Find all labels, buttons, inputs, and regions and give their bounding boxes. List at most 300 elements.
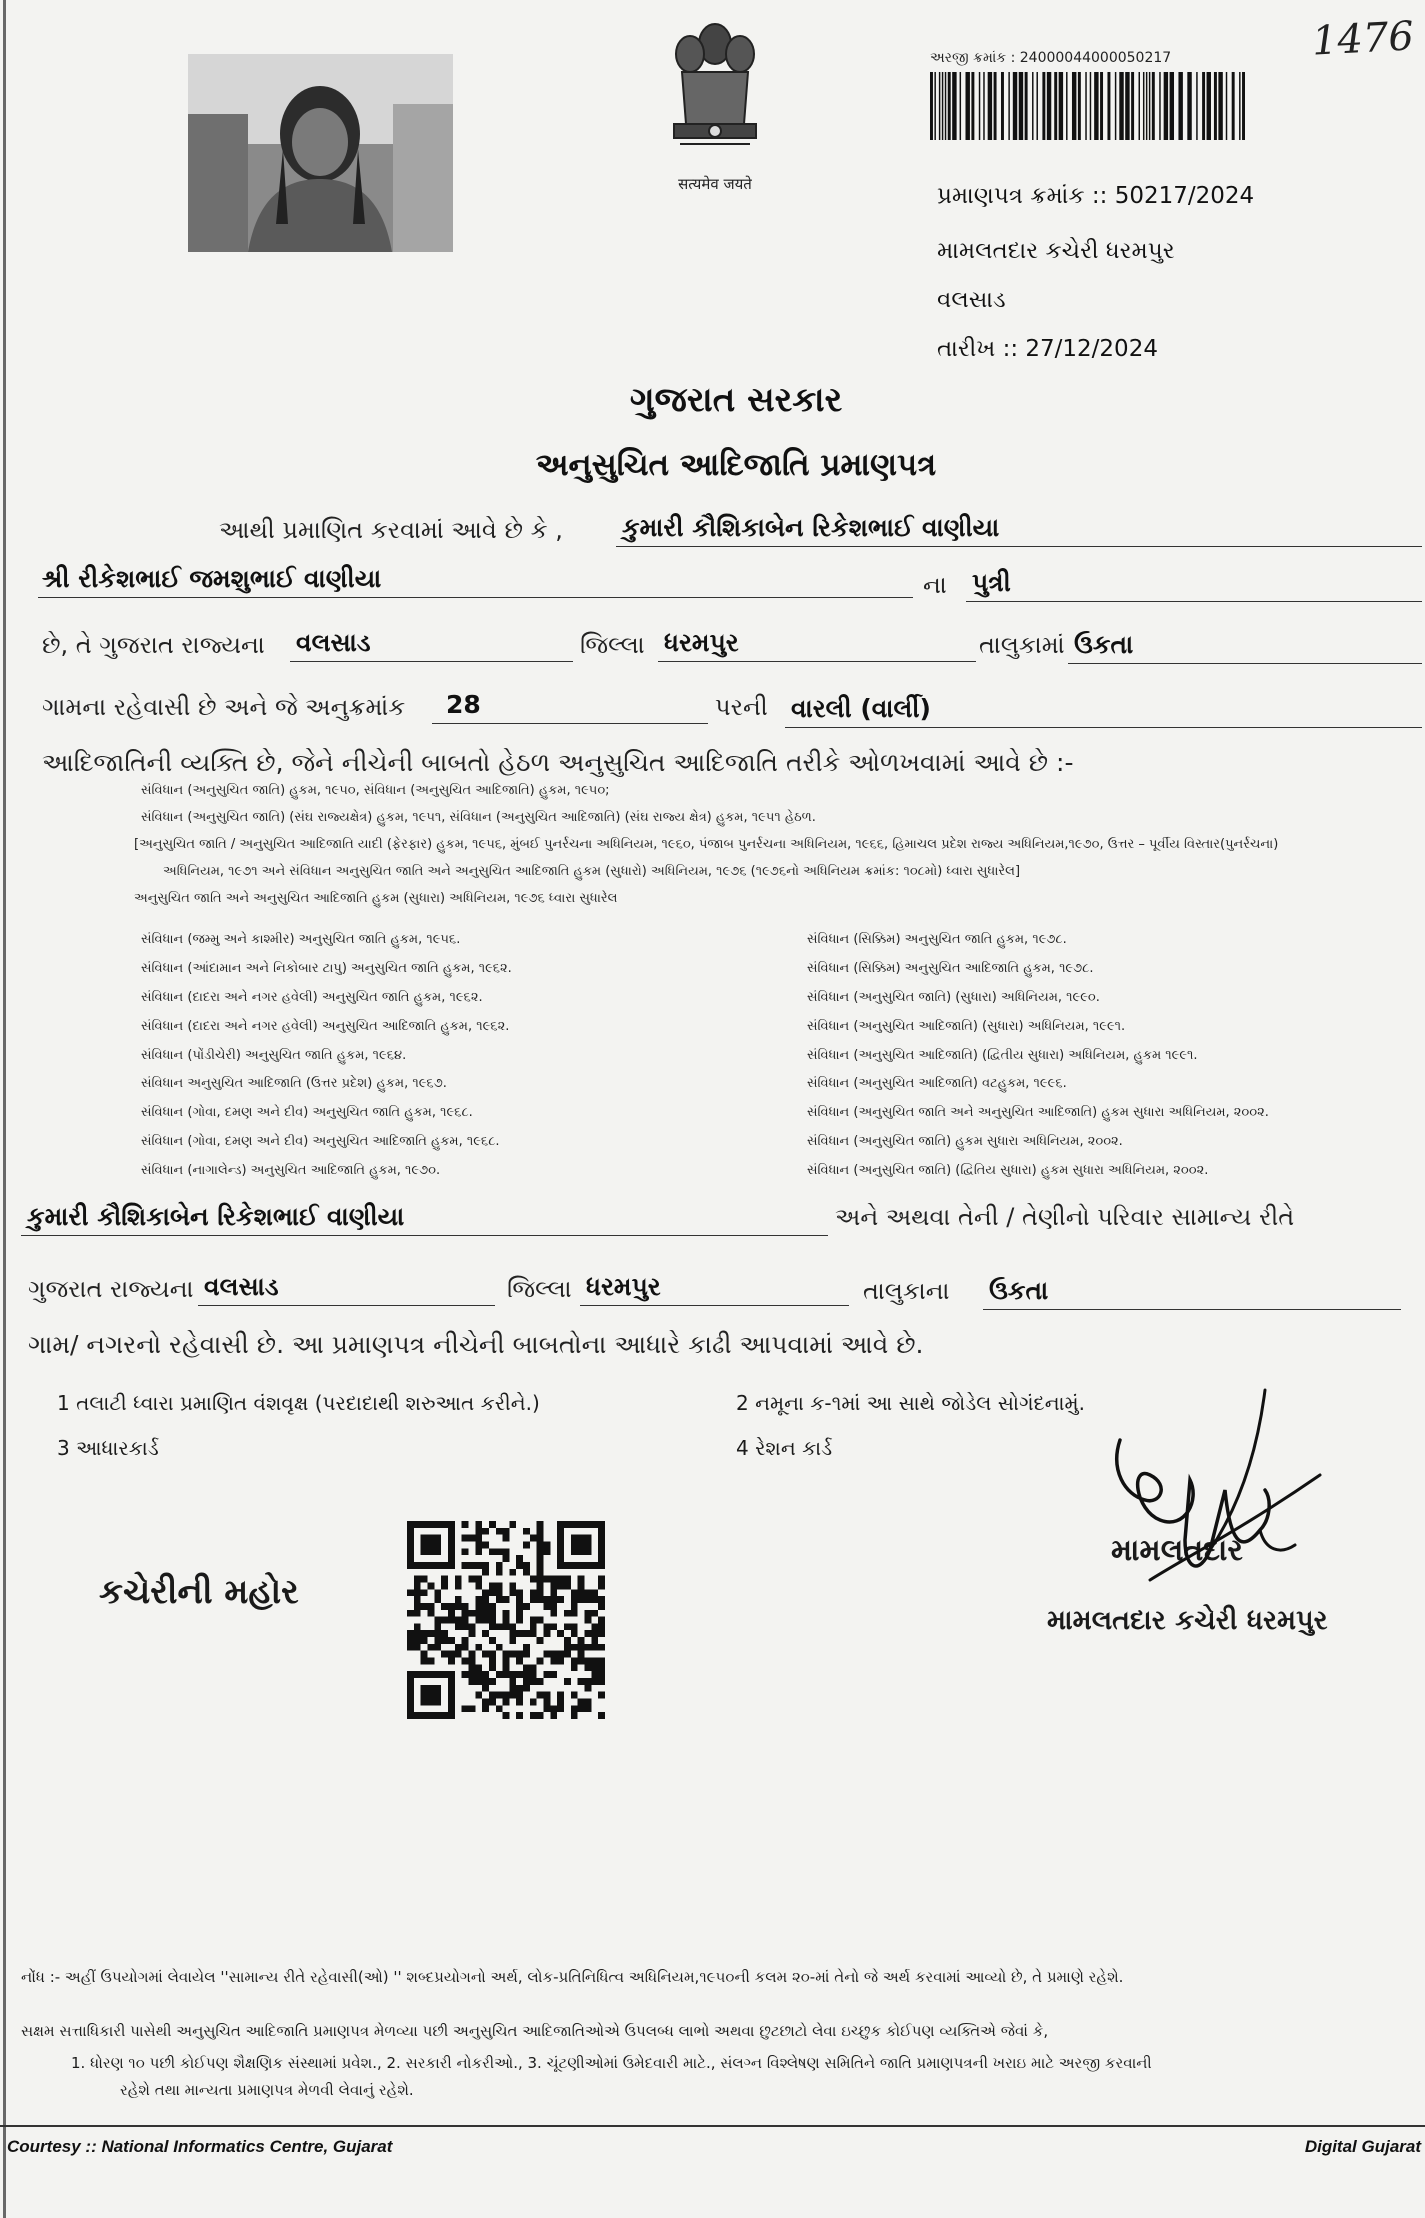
qr-module xyxy=(530,1623,537,1630)
qr-module xyxy=(462,1658,469,1665)
qr-module xyxy=(503,1535,510,1542)
qr-module xyxy=(557,1692,564,1699)
qr-module xyxy=(434,1623,441,1630)
order-item: સંવિધાન (અનુસુચિત જાતિ અને અનુસુચિત આદિજાતિ) હુકમ સુધારા અધિનિયમ, ૨૦૦૨. xyxy=(807,1105,1269,1120)
eligibility-items: 1. ધોરણ ૧૦ પછી કોઈપણ શૈક્ષણિક સંસ્થામાં પ્રવેશ., 2. સરકારી નોકરીઓ., 3. ચૂંટણીઓમાં ઉમેદવારી માટે., સંલગ્ન વિશ્લેષણ સમિતિને જાતિ પ્રમાણપત્રની ખરાઇ માટે અરજી કરવાની xyxy=(71,2054,1152,2072)
qr-module xyxy=(591,1630,598,1637)
qr-module xyxy=(482,1610,489,1617)
application-number-label: અરજી ક્રમાંક : xyxy=(930,50,1016,66)
qr-module xyxy=(468,1623,475,1630)
qr-module xyxy=(421,1603,428,1610)
order-item: સંવિધાન (નાગાલેન્ડ) અનુસુચિત આદિજાતિ હુકમ, ૧૯૭૦. xyxy=(141,1163,441,1178)
qr-module xyxy=(537,1582,544,1589)
qr-module xyxy=(496,1692,503,1699)
qr-module xyxy=(441,1637,448,1644)
qr-module xyxy=(434,1644,441,1651)
order-item: સંવિધાન અનુસુચિત આદિજાતિ (ઉત્તર પ્રદેશ) હુકમ, ૧૯૬૭. xyxy=(141,1076,447,1091)
qr-module xyxy=(407,1630,414,1637)
qr-module xyxy=(537,1548,544,1555)
order-item: સંવિધાન (જમ્મુ અને કાશ્મીર) અનુસુચિત જાતિ હુકમ, ૧૯૫૬. xyxy=(141,932,461,947)
qr-module xyxy=(537,1535,544,1542)
qr-module xyxy=(482,1589,489,1596)
barcode-bar xyxy=(1078,72,1081,140)
qr-module xyxy=(598,1617,605,1624)
qr-module xyxy=(564,1576,571,1583)
qr-module xyxy=(598,1692,605,1699)
qr-module xyxy=(530,1671,537,1678)
district-label: જિલ્લા xyxy=(580,631,645,659)
qr-module xyxy=(496,1562,503,1569)
qr-module xyxy=(544,1576,551,1583)
qr-module xyxy=(414,1576,421,1583)
qr-module xyxy=(598,1582,605,1589)
qr-module xyxy=(503,1664,510,1671)
qr-module xyxy=(489,1678,496,1685)
qr-module xyxy=(550,1658,557,1665)
qr-module xyxy=(441,1630,448,1637)
qr-module xyxy=(557,1705,564,1712)
qr-finder-core xyxy=(421,1535,441,1555)
qr-module xyxy=(516,1699,523,1706)
qr-module xyxy=(421,1589,428,1596)
basis-text: ગામ/ નગરનો રહેવાસી છે. આ પ્રમાણપત્ર નીચેની બાબતોના આધારે કાઢી આપવામાં આવે છે. xyxy=(28,1330,924,1359)
qr-module xyxy=(591,1644,598,1651)
qr-module xyxy=(537,1617,544,1624)
qr-module xyxy=(503,1692,510,1699)
barcode-bar xyxy=(1107,72,1110,140)
qr-module xyxy=(585,1678,592,1685)
qr-module xyxy=(475,1596,482,1603)
qr-module xyxy=(414,1589,421,1596)
qr-module xyxy=(578,1596,585,1603)
qr-module xyxy=(496,1582,503,1589)
qr-module xyxy=(503,1658,510,1665)
qr-module xyxy=(414,1603,421,1610)
qr-module xyxy=(475,1562,482,1569)
qr-module xyxy=(571,1664,578,1671)
qr-module xyxy=(503,1596,510,1603)
qr-module xyxy=(468,1658,475,1665)
barcode-bar xyxy=(1047,72,1051,140)
qr-module xyxy=(537,1562,544,1569)
qr-module xyxy=(537,1555,544,1562)
qr-module xyxy=(550,1576,557,1583)
qr-module xyxy=(598,1678,605,1685)
qr-module xyxy=(509,1623,516,1630)
qr-module xyxy=(509,1582,516,1589)
qr-module xyxy=(537,1589,544,1596)
qr-module xyxy=(421,1637,428,1644)
qr-module xyxy=(530,1596,537,1603)
qr-module xyxy=(578,1582,585,1589)
qr-module xyxy=(550,1589,557,1596)
barcode-bar xyxy=(1139,72,1140,140)
residence-taluka-label: તાલુકાના xyxy=(863,1277,950,1305)
qr-module xyxy=(462,1521,469,1528)
qr-module xyxy=(482,1651,489,1658)
qr-module xyxy=(421,1630,428,1637)
qr-module xyxy=(537,1528,544,1535)
signature xyxy=(1090,1380,1330,1610)
qr-module xyxy=(537,1712,544,1719)
order-item: સંવિધાન (અનુસુચિત આદિજાતિ) (દ્વિતીય સુધારા) અધિનિયમ, હુકમ ૧૯૯૧. xyxy=(807,1048,1198,1063)
qr-module xyxy=(544,1692,551,1699)
at-label: પરની xyxy=(715,693,768,721)
qr-module xyxy=(550,1603,557,1610)
qr-module xyxy=(475,1617,482,1624)
qr-module xyxy=(544,1671,551,1678)
qr-module xyxy=(585,1596,592,1603)
serial-number-field: 28 xyxy=(432,688,708,724)
tribe-field: વારલી (વાર્લી) xyxy=(785,692,1422,728)
note-text: નોંધ :- અહીં ઉપયોગમાં લેવાયેલ ''સામાન્ય રીતે રહેવાસી(ઓ) '' શબ્દપ્રયોગનો અર્થ, લોક-પ્રતિનિધિત્વ અધિનિયમ,૧૯૫૦ની કલમ ૨૦-માં તેનો જે અર્થ કરવામાં આવ્યો છે, તે પ્રમાણે રહેશે. xyxy=(21,1968,1124,1986)
document-item: 2 નમૂના ક-૧માં આ સાથે જોડેલ સોગંદનામું. xyxy=(736,1391,1086,1415)
recognised-text: આદિજાતિની વ્યક્તિ છે, જેને નીચેની બાબતો હેઠળ અનુસુચિત આદિજાતિ તરીકે ઓળખવામાં આવે છે :- xyxy=(42,748,1074,777)
order-item: સંવિધાન (અનુસુચિત જાતિ) (સુધારા) અધિનિયમ, ૧૯૯૦. xyxy=(807,990,1100,1005)
qr-module xyxy=(550,1712,557,1719)
qr-module xyxy=(530,1712,537,1719)
barcode-bar xyxy=(971,72,974,140)
qr-module xyxy=(434,1637,441,1644)
qr-module xyxy=(557,1651,564,1658)
qr-module xyxy=(441,1617,448,1624)
qr-module xyxy=(475,1692,482,1699)
qr-module xyxy=(441,1576,448,1583)
qr-module xyxy=(468,1535,475,1542)
qr-module xyxy=(578,1658,585,1665)
qr-module xyxy=(557,1596,564,1603)
qr-module xyxy=(564,1610,571,1617)
qr-module xyxy=(462,1623,469,1630)
qr-module xyxy=(516,1658,523,1665)
barcode-bar xyxy=(1072,72,1076,140)
qr-module xyxy=(489,1692,496,1699)
barcode-bar xyxy=(945,72,946,140)
qr-module xyxy=(421,1651,428,1658)
qr-module xyxy=(591,1637,598,1644)
document-item: 1 તલાટી ધ્વારા પ્રમાણિત વંશવૃક્ષ (પરદાદાથી શરુઆત કરીને.) xyxy=(57,1391,540,1415)
signatory-designation: મામલતદાર xyxy=(1111,1533,1243,1568)
qr-module xyxy=(462,1535,469,1542)
barcode-bar xyxy=(1090,72,1091,140)
qr-module xyxy=(530,1699,537,1706)
qr-module xyxy=(455,1576,462,1583)
qr-module xyxy=(407,1610,414,1617)
qr-module xyxy=(578,1699,585,1706)
certificate-title: અનુસુચિત આદિજાતિ પ્રમાણપત્ર xyxy=(535,447,937,483)
qr-module xyxy=(496,1671,503,1678)
qr-module xyxy=(564,1651,571,1658)
eligibility-text: સક્ષમ સત્તાધિકારી પાસેથી અનુસુચિત આદિજાતિ પ્રમાણપત્ર મેળવ્યા પછી અનુસુચિત આદિજાતિઓએ ઉપલબ્ધ લાભો અથવા છુટછાટો લેવા ઇચ્છુક કોઈપણ વ્યક્તિએ જેવાં કે, xyxy=(21,2022,1049,2040)
qr-module xyxy=(598,1596,605,1603)
qr-module xyxy=(591,1671,598,1678)
order-item: સંવિધાન (ગોવા, દમણ અને દીવ) અનુસુચિત આદિજાતિ હુકમ, ૧૯૬૮. xyxy=(141,1134,500,1149)
qr-module xyxy=(475,1678,482,1685)
barcode-bar xyxy=(1170,72,1174,140)
barcode-bar xyxy=(1013,72,1017,140)
qr-module xyxy=(585,1705,592,1712)
qr-module xyxy=(475,1548,482,1555)
order-item: સંવિધાન (પોંડીચેરી) અનુસુચિત જાતિ હુકમ, ૧૯૬૪. xyxy=(141,1048,407,1063)
qr-module xyxy=(455,1651,462,1658)
qr-module xyxy=(489,1521,496,1528)
qr-module xyxy=(591,1596,598,1603)
issue-date-value: 27/12/2024 xyxy=(1025,336,1158,362)
barcode-bar xyxy=(952,72,956,140)
qr-module xyxy=(591,1678,598,1685)
qr-module xyxy=(475,1664,482,1671)
qr-module xyxy=(571,1644,578,1651)
qr-module xyxy=(462,1603,469,1610)
qr-module xyxy=(516,1555,523,1562)
qr-module xyxy=(427,1610,434,1617)
qr-module xyxy=(475,1603,482,1610)
qr-module xyxy=(448,1637,455,1644)
qr-finder-core xyxy=(421,1685,441,1705)
qr-module xyxy=(516,1562,523,1569)
qr-module xyxy=(516,1589,523,1596)
qr-module xyxy=(407,1589,414,1596)
qr-module xyxy=(489,1548,496,1555)
qr-module xyxy=(455,1617,462,1624)
qr-module xyxy=(564,1678,571,1685)
qr-module xyxy=(455,1596,462,1603)
barcode-bar xyxy=(1032,72,1033,140)
qr-module xyxy=(448,1603,455,1610)
barcode-bar xyxy=(1239,72,1240,140)
qr-module xyxy=(564,1582,571,1589)
qr-module xyxy=(598,1671,605,1678)
qr-module xyxy=(475,1541,482,1548)
qr-module xyxy=(489,1623,496,1630)
qr-module xyxy=(462,1644,469,1651)
barcode-bar xyxy=(942,72,943,140)
qr-module xyxy=(585,1589,592,1596)
qr-module xyxy=(475,1671,482,1678)
order-intro-line: સંવિધાન (અનુસુચિત જાતિ) (સંઘ રાજ્યક્ષેત્ર) હુકમ, ૧૯૫૧, સંવિધાન (અનુસુચિત આદિજાતિ) (સંઘ રાજ્ય ક્ષેત્ર) હુકમ, ૧૯૫૧ હેઠળ. xyxy=(141,810,816,825)
barcode-bar xyxy=(939,72,940,140)
qr-module xyxy=(544,1596,551,1603)
qr-module xyxy=(496,1569,503,1576)
order-item: સંવિધાન (આંદામાન અને નિકોબાર ટાપુ) અનુસુચિત જાતિ હુકમ, ૧૯૬૨. xyxy=(141,961,512,976)
qr-module xyxy=(489,1664,496,1671)
qr-module xyxy=(482,1528,489,1535)
qr-module xyxy=(516,1630,523,1637)
issue-date xyxy=(937,334,1158,364)
barcode-bar xyxy=(1143,72,1144,140)
scan-edge xyxy=(3,0,6,2218)
qr-module xyxy=(462,1705,469,1712)
qr-module xyxy=(503,1617,510,1624)
qr-module xyxy=(578,1678,585,1685)
qr-module xyxy=(509,1678,516,1685)
application-number-value: 24000044000050217 xyxy=(1019,50,1172,66)
barcode-bar xyxy=(1131,72,1134,140)
qr-module xyxy=(482,1671,489,1678)
qr-module xyxy=(557,1576,564,1583)
barcode-bar xyxy=(1066,72,1067,140)
footer-divider xyxy=(0,2125,1425,2127)
barcode-bar xyxy=(1196,72,1197,140)
order-item: સંવિધાન (અનુસુચિત આદિજાતિ) (સુધારા) અધિનિયમ, ૧૯૯૧. xyxy=(807,1019,1126,1034)
qr-module xyxy=(523,1630,530,1637)
qr-module xyxy=(523,1603,530,1610)
barcode-bar xyxy=(1207,72,1211,140)
barcode-bar xyxy=(1042,72,1045,140)
qr-module xyxy=(434,1589,441,1596)
order-item: સંવિધાન (અનુસુચિત જાતિ) હુકમ સુધારા અધિનિયમ, ૨૦૦૨. xyxy=(807,1134,1123,1149)
qr-module xyxy=(516,1651,523,1658)
qr-module xyxy=(468,1671,475,1678)
qr-module xyxy=(496,1623,503,1630)
order-item: સંવિધાન (સિક્કિમ) અનુસુચિત જાતિ હુકમ, ૧૯૭૮. xyxy=(807,932,1067,947)
qr-module xyxy=(489,1658,496,1665)
barcode-bar xyxy=(1100,72,1103,140)
qr-finder-core xyxy=(571,1535,591,1555)
footer-courtesy: Courtesy :: National Informatics Centre, Gujarat xyxy=(7,2137,393,2156)
certificate-number xyxy=(937,181,1254,211)
qr-module xyxy=(585,1699,592,1706)
qr-module xyxy=(544,1623,551,1630)
barcode-bar xyxy=(1152,72,1155,140)
qr-module xyxy=(455,1582,462,1589)
qr-module xyxy=(550,1705,557,1712)
qr-module xyxy=(564,1644,571,1651)
qr-module xyxy=(441,1582,448,1589)
qr-module xyxy=(482,1596,489,1603)
qr-module xyxy=(496,1705,503,1712)
eligibility-items-cont: રહેશે તથા માન્યતા પ્રમાણપત્ર મેળવી લેવાનું રહેશે. xyxy=(120,2081,414,2099)
qr-module xyxy=(571,1596,578,1603)
qr-module xyxy=(523,1685,530,1692)
qr-module xyxy=(591,1610,598,1617)
qr-module xyxy=(550,1610,557,1617)
qr-module xyxy=(557,1630,564,1637)
qr-module xyxy=(509,1671,516,1678)
qr-module xyxy=(509,1692,516,1699)
qr-module xyxy=(509,1589,516,1596)
qr-module xyxy=(516,1617,523,1624)
qr-module xyxy=(557,1658,564,1665)
qr-module xyxy=(591,1623,598,1630)
qr-module xyxy=(482,1630,489,1637)
qr-module xyxy=(571,1630,578,1637)
qr-module xyxy=(503,1651,510,1658)
barcode-bar xyxy=(1008,72,1009,140)
qr-module xyxy=(414,1637,421,1644)
barcode-bar xyxy=(1125,72,1129,140)
qr-module xyxy=(482,1705,489,1712)
barcode-bar xyxy=(1149,72,1150,140)
barcode-bar xyxy=(1085,72,1086,140)
order-intro-line: અધિનિયમ, ૧૯૭૧ અને સંવિધાન અનુસુચિત જાતિ અને અનુસુચિત આદિજાતિ હુકમ (સુધારો) અધિનિયમ, ૧૯૭૬ (૧૯૭૬નો અધિનિયમ ક્રમાંક: ૧૦૮મો) ધ્વારા સુધારેલ] xyxy=(163,864,1021,879)
qr-module xyxy=(509,1569,516,1576)
state-label: છે, તે ગુજરાત રાજ્યના xyxy=(42,631,265,659)
barcode-bar xyxy=(1019,72,1023,140)
qr-module xyxy=(503,1528,510,1535)
order-item: સંવિધાન (દાદરા અને નગર હવેલી) અનુસુચિત આદિજાતિ હુકમ, ૧૯૬૨. xyxy=(141,1019,510,1034)
qr-module xyxy=(571,1658,578,1665)
order-intro-line: [અનુસુચિત જાતિ / અનુસુચિત આદિજાતિ યાદી (ફેરફાર) હુકમ, ૧૯૫૬, મુંબઈ પુનર્રચના અધિનિયમ, ૧૯૬૦, પંજાબ પુનર્રચના અધિનિયમ, ૧૯૬૬, હિમાચલ પ્રદેશ રાજ્ય અધિનિયમ,૧૯૭૦, ઉત્તર – પૂર્વીય વિસ્તાર(પુનર્રચના) xyxy=(134,837,1279,852)
barcode-bar xyxy=(1054,72,1057,140)
barcode-bar xyxy=(965,72,969,140)
document-item: 3 આધારકાર્ડ xyxy=(57,1436,159,1460)
issuing-office: મામલતદાર કચેરી ધરમપુર xyxy=(937,238,1175,264)
qr-module xyxy=(448,1617,455,1624)
barcode-bar xyxy=(1146,72,1147,140)
qr-module xyxy=(421,1576,428,1583)
qr-module xyxy=(482,1569,489,1576)
qr-module xyxy=(455,1603,462,1610)
qr-module xyxy=(489,1610,496,1617)
qr-module xyxy=(475,1582,482,1589)
qr-module xyxy=(414,1623,421,1630)
qr-module xyxy=(468,1630,475,1637)
qr-module xyxy=(441,1603,448,1610)
qr-module xyxy=(523,1678,530,1685)
qr-module xyxy=(468,1678,475,1685)
qr-module xyxy=(537,1678,544,1685)
qr-module xyxy=(407,1644,414,1651)
qr-module xyxy=(475,1644,482,1651)
qr-module xyxy=(414,1610,421,1617)
qr-module xyxy=(414,1644,421,1651)
relation-field: પુત્રી xyxy=(966,566,1422,602)
barcode-bar xyxy=(1187,72,1191,140)
taluka-label: તાલુકામાં xyxy=(979,631,1065,659)
qr-module xyxy=(516,1692,523,1699)
footer-brand: Digital Gujarat xyxy=(1304,2137,1421,2156)
state-emblem xyxy=(660,14,770,164)
residence-village-field: ઉકતા xyxy=(983,1274,1401,1310)
order-item: સંવિધાન (અનુસુચિત આદિજાતિ) વટહુકમ, ૧૯૯૬. xyxy=(807,1076,1067,1091)
order-item: સંવિધાન (સિક્કિમ) અનુસુચિત આદિજાતિ હુકમ, ૧૯૭૮. xyxy=(807,961,1094,976)
qr-module xyxy=(475,1610,482,1617)
qr-module xyxy=(489,1651,496,1658)
qr-module xyxy=(550,1651,557,1658)
certificate-number-value: 50217/2024 xyxy=(1114,183,1255,209)
barcode-bar xyxy=(983,72,984,140)
qr-module xyxy=(496,1589,503,1596)
qr-module xyxy=(523,1644,530,1651)
barcode-bar xyxy=(930,72,933,140)
qr-module xyxy=(523,1664,530,1671)
qr-module xyxy=(414,1582,421,1589)
qr-module xyxy=(564,1637,571,1644)
qr-module xyxy=(462,1610,469,1617)
qr-module xyxy=(537,1569,544,1576)
qr-module xyxy=(530,1589,537,1596)
family-text: અને અથવા તેની / તેણીનો પરિવાર સામાન્ય રીતે xyxy=(835,1203,1295,1231)
qr-module xyxy=(585,1630,592,1637)
qr-module xyxy=(578,1705,585,1712)
qr-module xyxy=(434,1630,441,1637)
residence-applicant-name: કુમારી કૌશિકાબેન રિકેશભાઈ વાણીયા xyxy=(21,1200,828,1236)
government-title: ગુજરાત સરકાર xyxy=(629,380,843,420)
qr-module xyxy=(496,1548,503,1555)
qr-module xyxy=(509,1685,516,1692)
barcode-bar xyxy=(1025,72,1028,140)
qr-module xyxy=(434,1617,441,1624)
qr-module xyxy=(578,1651,585,1658)
signatory-office: મામલતદાર કચેરી ધરમપુર xyxy=(1047,1605,1328,1636)
qr-module xyxy=(475,1535,482,1542)
barcode-bar xyxy=(994,72,997,140)
qr-module xyxy=(564,1623,571,1630)
residence-district-label: જિલ્લા xyxy=(507,1275,572,1303)
qr-module xyxy=(557,1582,564,1589)
order-item: સંવિધાન (અનુસુચિત જાતિ) (દ્વિતિય સુધારા) હુકમ સુધારા અધિનિયમ, ૨૦૦૨. xyxy=(807,1163,1209,1178)
